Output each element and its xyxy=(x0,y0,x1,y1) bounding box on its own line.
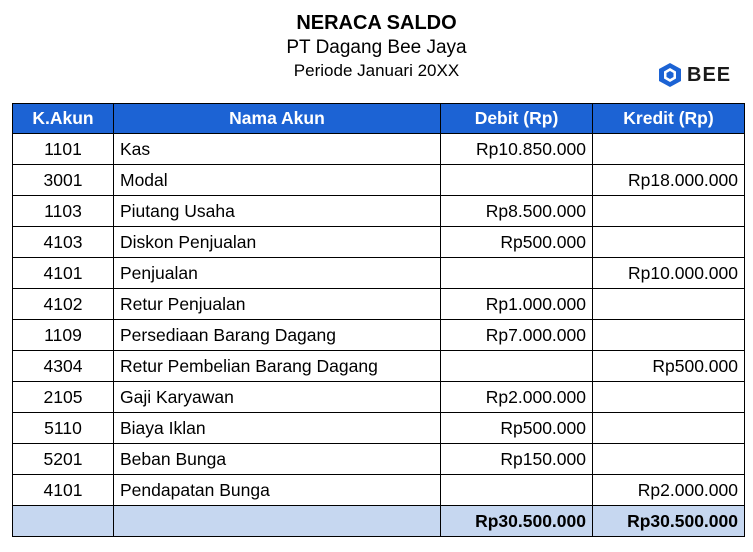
account-code: 3001 xyxy=(13,165,114,196)
debit-amount: Rp500.000 xyxy=(441,227,593,258)
report-title: NERACA SALDO xyxy=(296,12,457,34)
account-code: 2105 xyxy=(13,382,114,413)
table-row xyxy=(13,320,745,351)
debit-amount: Rp10.850.000 xyxy=(441,134,593,165)
table-row xyxy=(13,382,745,413)
debit-amount xyxy=(441,258,593,289)
total-empty-name-cell xyxy=(114,506,441,537)
table-row xyxy=(13,444,745,475)
account-code: 4103 xyxy=(13,227,114,258)
kredit-amount xyxy=(593,444,745,475)
debit-amount: Rp1.000.000 xyxy=(441,289,593,320)
trial-balance-table xyxy=(12,103,745,537)
kredit-amount xyxy=(593,134,745,165)
column-header-debit: Debit (Rp) xyxy=(441,104,593,134)
account-name: Piutang Usaha xyxy=(114,196,441,227)
account-name: Penjualan xyxy=(114,258,441,289)
account-code: 5110 xyxy=(13,413,114,444)
account-name: Gaji Karyawan xyxy=(114,382,441,413)
total-row xyxy=(13,506,745,537)
kredit-amount xyxy=(593,413,745,444)
kredit-amount: Rp10.000.000 xyxy=(593,258,745,289)
debit-amount: Rp7.000.000 xyxy=(441,320,593,351)
account-name: Modal xyxy=(114,165,441,196)
kredit-amount: Rp18.000.000 xyxy=(593,165,745,196)
table-row xyxy=(13,289,745,320)
table-row xyxy=(13,475,745,506)
account-code: 1103 xyxy=(13,196,114,227)
debit-amount xyxy=(441,475,593,506)
kredit-amount xyxy=(593,382,745,413)
total-debit: Rp30.500.000 xyxy=(441,506,593,537)
kredit-amount: Rp500.000 xyxy=(593,351,745,382)
table-row xyxy=(13,165,745,196)
debit-amount xyxy=(441,165,593,196)
account-name: Retur Penjualan xyxy=(114,289,441,320)
table-row xyxy=(13,413,745,444)
table-row xyxy=(13,196,745,227)
total-kredit: Rp30.500.000 xyxy=(593,506,745,537)
table-header-row xyxy=(13,104,745,134)
debit-amount xyxy=(441,351,593,382)
account-name: Biaya Iklan xyxy=(114,413,441,444)
account-name: Pendapatan Bunga xyxy=(114,475,441,506)
account-name: Beban Bunga xyxy=(114,444,441,475)
column-header-kredit: Kredit (Rp) xyxy=(593,104,745,134)
total-empty-code-cell xyxy=(13,506,114,537)
bee-hexagon-logo-icon xyxy=(658,62,682,88)
table-row xyxy=(13,258,745,289)
account-name: Diskon Penjualan xyxy=(114,227,441,258)
kredit-amount xyxy=(593,227,745,258)
table-row xyxy=(13,134,745,165)
brand-logo xyxy=(658,62,731,88)
account-code: 1101 xyxy=(13,134,114,165)
logo-text: BEE xyxy=(687,63,732,86)
table-row xyxy=(13,351,745,382)
debit-amount: Rp2.000.000 xyxy=(441,382,593,413)
company-name: PT Dagang Bee Jaya xyxy=(286,37,467,58)
kredit-amount xyxy=(593,196,745,227)
report-header xyxy=(0,10,753,82)
account-code: 5201 xyxy=(13,444,114,475)
table-row xyxy=(13,227,745,258)
kredit-amount: Rp2.000.000 xyxy=(593,475,745,506)
account-code: 4101 xyxy=(13,475,114,506)
debit-amount: Rp500.000 xyxy=(441,413,593,444)
account-name: Persediaan Barang Dagang xyxy=(114,320,441,351)
account-code: 4304 xyxy=(13,351,114,382)
report-period: Periode Januari 20XX xyxy=(293,61,460,80)
account-name: Retur Pembelian Barang Dagang xyxy=(114,351,441,382)
account-code: 4101 xyxy=(13,258,114,289)
account-code: 4102 xyxy=(13,289,114,320)
debit-amount: Rp8.500.000 xyxy=(441,196,593,227)
column-header-code: K.Akun xyxy=(13,104,114,134)
kredit-amount xyxy=(593,320,745,351)
debit-amount: Rp150.000 xyxy=(441,444,593,475)
column-header-name: Nama Akun xyxy=(114,104,441,134)
kredit-amount xyxy=(593,289,745,320)
account-name: Kas xyxy=(114,134,441,165)
account-code: 1109 xyxy=(13,320,114,351)
